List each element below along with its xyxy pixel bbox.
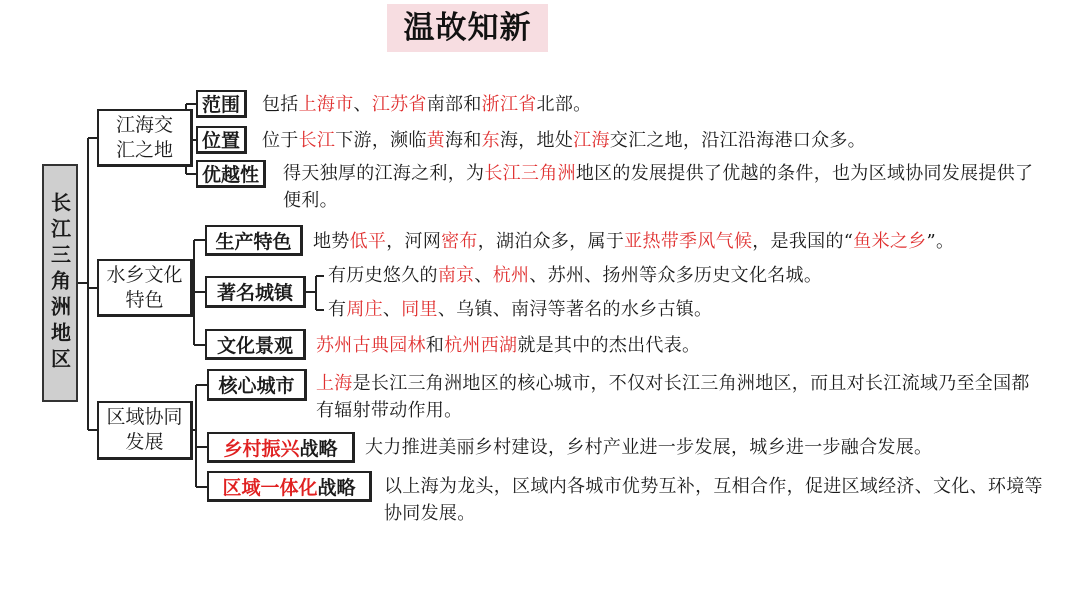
leaf-yitihua: [207, 471, 372, 502]
leaf-weizhi: 位置: [196, 126, 247, 154]
highlight-text: 同里: [401, 299, 438, 320]
category-label-line: 发展: [125, 431, 164, 453]
leaf-hexin: 核心城市: [207, 369, 307, 401]
highlight-text: 杭州: [492, 265, 530, 286]
text-segment: 、乌镇、南浔等著名的水乡古镇。: [437, 299, 713, 320]
text-segment: 、: [382, 299, 402, 320]
highlight-text: 鱼米之乡: [853, 231, 927, 252]
leaf-fanwei: 范围: [196, 90, 247, 118]
text-segment: 下游，濒临: [335, 130, 427, 151]
category-label-line: 区域协同: [106, 406, 183, 428]
highlight-text: 江海: [573, 130, 610, 151]
desc-weizhi: [262, 127, 866, 154]
text-segment: ”。: [926, 231, 955, 252]
text-segment: ，河网: [386, 231, 442, 252]
highlight-text: 浙江省: [481, 94, 537, 115]
text-segment: ，是我国的“: [752, 231, 854, 252]
leaf-zhuming: 著名城镇: [205, 276, 306, 308]
leaf-yitihua-highlight: 区域一体化: [222, 476, 318, 499]
highlight-text: 密布: [441, 231, 478, 252]
text-segment: 海，地处: [499, 130, 574, 151]
highlight-text: 江苏省: [371, 94, 427, 115]
category-quyu: [97, 401, 193, 460]
desc-hexin: [316, 370, 1046, 424]
text-segment: 包括: [262, 94, 299, 115]
text-segment: 南部和: [426, 94, 482, 115]
text-segment: 海和: [445, 130, 482, 151]
highlight-text: 杭州西湖: [444, 335, 518, 356]
desc-zhuming-2: [328, 296, 712, 323]
category-label-line: 汇之地: [115, 138, 173, 161]
desc-fanwei: [262, 91, 591, 118]
highlight-text: 周庄: [346, 299, 383, 320]
text-segment: 位于: [262, 130, 299, 151]
highlight-text: 上海市: [298, 94, 354, 115]
text-segment: 地势: [313, 231, 350, 252]
text-segment: 大力推进美丽乡村建设，乡村产业进一步发展，城乡进一步融合发展。: [365, 437, 933, 458]
text-segment: 、苏州、扬州等众多历史文化名城。: [529, 265, 823, 286]
text-segment: 是长江三角洲地区的核心城市，不仅对长江三角洲地区，而且对长江流域乃至全国都有辐射带动作用。: [316, 373, 1030, 421]
highlight-text: 东: [481, 130, 500, 151]
highlight-text: 长江: [298, 130, 336, 151]
root-node: 长江三角洲地区: [42, 164, 78, 402]
highlight-text: 低平: [349, 231, 387, 252]
desc-xiangcun: [365, 434, 932, 461]
highlight-text: 亚热带季风气候: [624, 231, 753, 252]
desc-zhuming-1: [328, 262, 822, 289]
leaf-xiangcun: [207, 432, 355, 463]
text-segment: 地区的发展提供了优越的条件，也为区域协同发展提供了便利。: [283, 163, 1034, 211]
desc-wenhua: [316, 332, 700, 359]
category-label-line: 特色: [125, 288, 164, 311]
category-jianghai: [97, 109, 193, 167]
highlight-text: 南京: [437, 265, 475, 286]
leaf-youyuexing: 优越性: [196, 160, 266, 188]
text-segment: 有: [328, 299, 347, 320]
text-segment: ，湖泊众多，属于: [477, 231, 625, 252]
text-segment: 有历史悠久的: [328, 265, 438, 286]
text-segment: 、: [474, 265, 493, 286]
category-label-line: 江海交: [115, 113, 173, 136]
leaf-yitihua-rest: 战略: [317, 476, 356, 499]
text-segment: 交汇之地，沿江沿海港口众多。: [609, 130, 866, 151]
text-segment: 得天独厚的江海之利，为: [283, 163, 485, 184]
highlight-text: 黄: [426, 130, 446, 151]
highlight-text: 苏州古典园林: [316, 335, 426, 356]
text-segment: 、: [353, 94, 372, 115]
highlight-text: 长江三角洲: [484, 163, 576, 184]
text-segment: 北部。: [536, 94, 592, 115]
desc-youyuexing: [283, 160, 1043, 214]
leaf-xiangcun-highlight: 乡村振兴: [223, 437, 300, 460]
leaf-shengchan: 生产特色: [205, 225, 303, 256]
text-segment: 以上海为龙头，区域内各城市优势互补，互相合作，促进区域经济、文化、环境等协同发展。: [384, 476, 1043, 524]
desc-shengchan: [313, 228, 954, 255]
leaf-xiangcun-rest: 战略: [299, 437, 338, 460]
category-label-line: 水乡文化: [106, 263, 183, 286]
highlight-text: 上海: [316, 373, 353, 394]
category-shuixiang: [97, 259, 193, 317]
desc-yitihua: [384, 473, 1044, 527]
text-segment: 就是其中的杰出代表。: [517, 335, 701, 356]
text-segment: 和: [425, 335, 445, 356]
page-title: 温故知新: [387, 4, 548, 52]
leaf-wenhua: 文化景观: [205, 329, 306, 360]
